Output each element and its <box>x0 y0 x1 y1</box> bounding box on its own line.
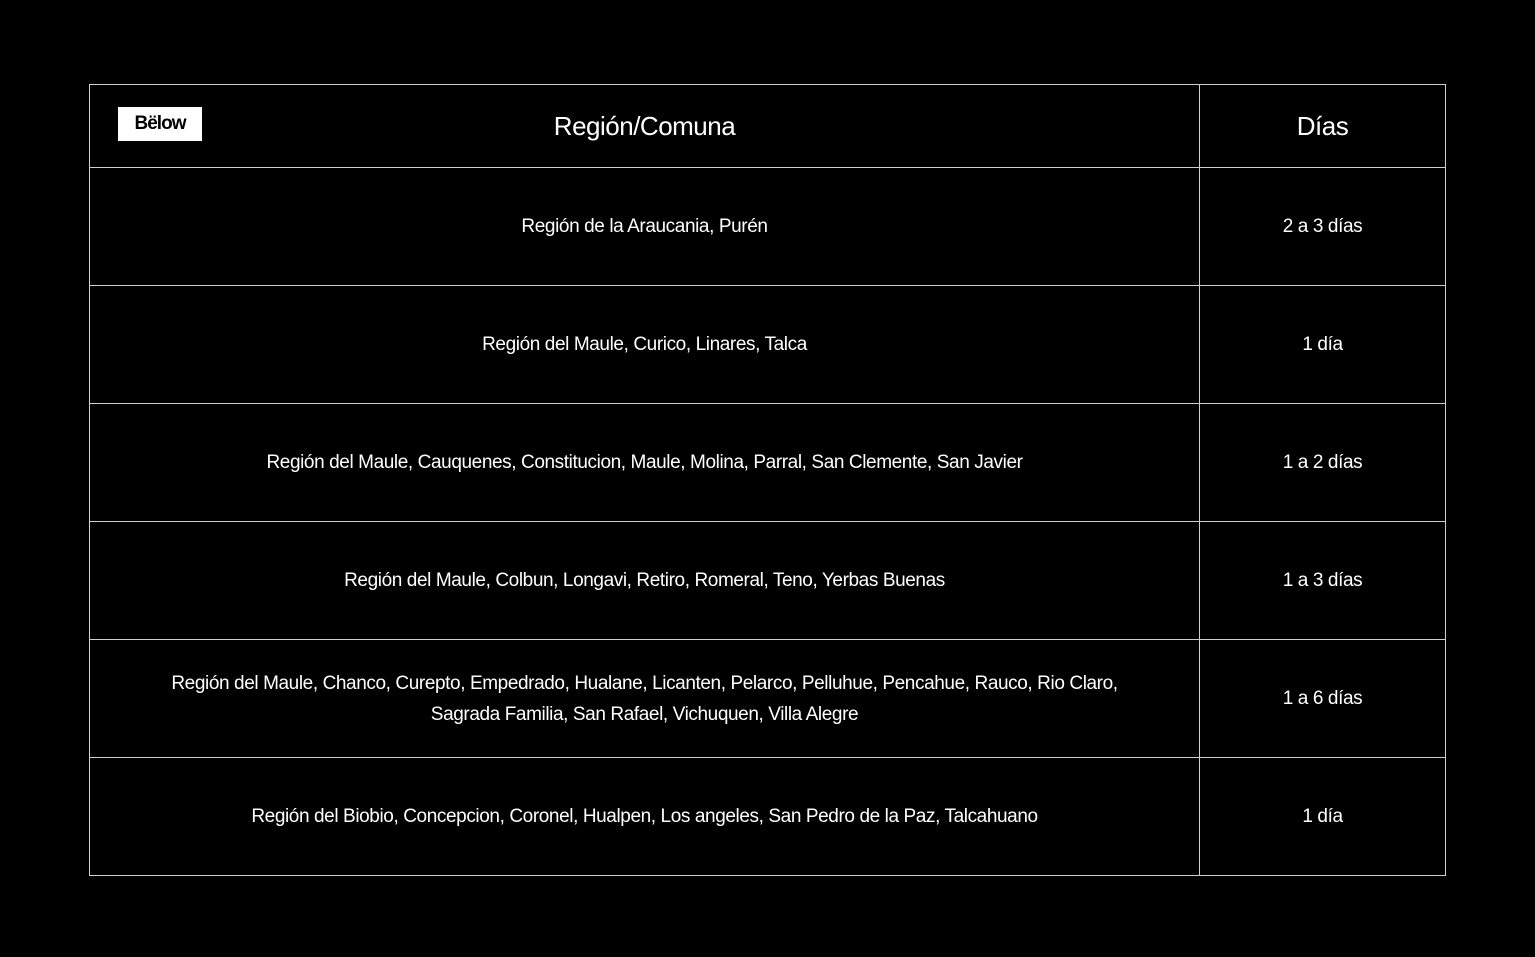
shipping-times-table <box>89 84 1446 876</box>
header-cell-region <box>90 85 1200 167</box>
region-cell <box>90 168 1200 285</box>
days-cell <box>1200 168 1445 285</box>
column-header-days: Días <box>1296 110 1349 141</box>
region-text: Región del Biobio, Concepcion, Coronel, Hualpen, Los angeles, San Pedro de la Paz, Talcahuano <box>251 806 1038 827</box>
days-cell <box>1200 522 1445 639</box>
days-text: 1 a 2 días <box>1282 452 1363 473</box>
days-cell <box>1200 640 1445 757</box>
logo-text: Bëlow <box>134 113 186 134</box>
region-text: Región del Maule, Curico, Linares, Talca <box>482 334 807 355</box>
days-text: 2 a 3 días <box>1282 216 1363 237</box>
days-text: 1 día <box>1302 334 1343 355</box>
table-row <box>90 167 1445 285</box>
region-cell <box>90 522 1200 639</box>
table-header-row <box>90 85 1445 167</box>
header-cell-days <box>1200 85 1445 167</box>
region-cell <box>90 404 1200 521</box>
region-cell <box>90 640 1200 757</box>
days-text: 1 día <box>1302 806 1343 827</box>
table-row <box>90 285 1445 403</box>
days-text: 1 a 3 días <box>1282 570 1363 591</box>
region-cell <box>90 286 1200 403</box>
region-text: Región del Maule, Chanco, Curepto, Empedrado, Hualane, Licanten, Pelarco, Pelluhue, Pencahue, Rauco, Rio Claro, Sagrada Familia, San Rafael, Vichuquen, Villa Alegre <box>171 672 1118 725</box>
table-row <box>90 639 1445 757</box>
days-cell <box>1200 758 1445 875</box>
days-cell <box>1200 286 1445 403</box>
days-text: 1 a 6 días <box>1282 688 1363 709</box>
region-text: Región del Maule, Colbun, Longavi, Retiro, Romeral, Teno, Yerbas Buenas <box>344 570 945 591</box>
region-text: Región de la Araucania, Purén <box>521 216 768 237</box>
region-text: Región del Maule, Cauquenes, Constitucion, Maule, Molina, Parral, San Clemente, San Javier <box>266 452 1023 473</box>
column-header-region: Región/Comuna <box>553 110 736 141</box>
below-logo <box>118 107 202 141</box>
table-row <box>90 403 1445 521</box>
region-cell <box>90 758 1200 875</box>
days-cell <box>1200 404 1445 521</box>
table-row <box>90 521 1445 639</box>
table-row <box>90 757 1445 875</box>
